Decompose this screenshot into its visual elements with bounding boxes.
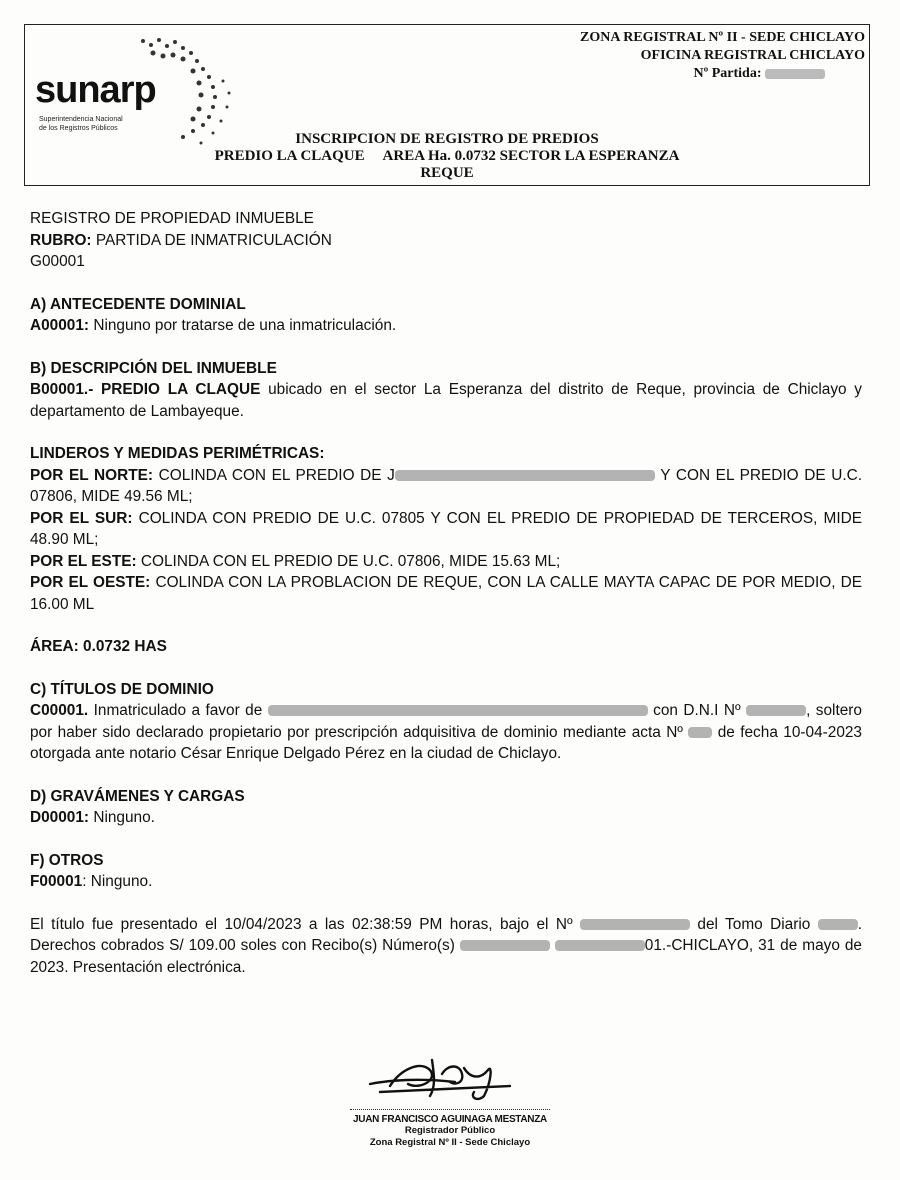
section-f-entry	[30, 871, 862, 893]
section-f-text: : Ninguno.	[82, 873, 153, 890]
este-label: POR EL ESTE:	[30, 552, 137, 570]
norte-text-a: COLINDA CON EL PREDIO DE J	[153, 466, 395, 484]
norte-text-b: Y CON EL PREDIO DE U.C. 07806, MIDE 49.56 ML;	[30, 466, 862, 505]
norte-label: POR EL NORTE:	[30, 466, 153, 484]
logo-subtitle-line1: Superintendencia Nacional	[39, 116, 123, 123]
document-body	[30, 208, 862, 978]
oeste-label: POR EL OESTE:	[30, 574, 151, 591]
redacted-receipt-number-2	[555, 940, 645, 951]
section-c-text-d: de fecha 10-04-2023 otorgada ante notario César Enrique Delgado Pérez en la ciudad de Chiclayo.	[30, 723, 862, 762]
footer-text-c: . Derechos cobrados S/ 109.00 soles con Recibo(s) Número(s)	[30, 915, 862, 954]
document-title	[25, 131, 869, 182]
section-a-title: A) ANTECEDENTE DOMINIAL	[30, 295, 246, 313]
section-d-entry	[30, 807, 862, 829]
rubro-label: RUBRO:	[30, 231, 92, 249]
section-a-entry	[30, 315, 862, 337]
section-c-title: C) TÍTULOS DE DOMINIO	[30, 680, 214, 698]
handwritten-signature-icon	[360, 1040, 540, 1104]
lindero-sur	[30, 508, 862, 551]
section-d-text: Ninguno.	[89, 809, 155, 826]
signature-block	[330, 1040, 570, 1180]
section-f-code: F00001	[30, 873, 83, 890]
footer-text-a: El título fue presentado el 10/04/2023 a las 02:38:59 PM horas, bajo el Nº	[30, 915, 580, 933]
registrar-name: JUAN FRANCISCO AGUINAGA MESTANZA	[353, 1114, 547, 1125]
logo-wordmark: sunarp	[35, 69, 156, 111]
title-line-2: PREDIO LA CLAQUE AREA Ha. 0.0732 SECTOR LA ESPERANZA	[214, 148, 680, 164]
registry-office-block	[580, 29, 865, 83]
redacted-tomo-number	[818, 919, 858, 930]
section-b-entry	[30, 379, 862, 422]
rubro-value: PARTIDA DE INMATRICULACIÓN	[91, 231, 332, 249]
logo-subtitle-line2: de los Registros Públicos	[39, 125, 118, 132]
registry-type: REGISTRO DE PROPIEDAD INMUEBLE	[30, 210, 314, 227]
redacted-acta-number	[688, 727, 712, 738]
redacted-partida	[765, 69, 825, 79]
rubro	[30, 230, 862, 252]
redacted-dni	[746, 705, 806, 716]
signature-line	[350, 1109, 550, 1110]
section-b-text: ubicado en el sector La Esperanza del distrito de Reque, provincia de Chiclayo y departamento de Lambayeque.	[30, 381, 863, 420]
sur-text: COLINDA CON PREDIO DE U.C. 07805 Y CON EL PREDIO DE PROPIEDAD DE TERCEROS, MIDE 48.90 ML;	[30, 509, 862, 548]
section-c-entry	[30, 700, 862, 765]
redacted-neighbor-name	[395, 470, 655, 481]
area-value: ÁREA: 0.0732 HAS	[30, 638, 167, 655]
rubro-code: G00001	[30, 253, 85, 270]
partida-label: Nº Partida:	[693, 66, 762, 81]
section-f-title: F) OTROS	[30, 851, 104, 869]
registrar-role: Registrador Público	[404, 1125, 496, 1136]
section-d-code: D00001:	[30, 809, 90, 826]
linderos-title: LINDEROS Y MEDIDAS PERIMÉTRICAS:	[30, 445, 325, 462]
title-line-1: INSCRIPCION DE REGISTRO DE PREDIOS	[295, 131, 599, 147]
section-b-code: B00001.- PREDIO LA CLAQUE	[30, 381, 261, 398]
oficina-registral: OFICINA REGISTRAL CHICLAYO	[640, 48, 865, 63]
lindero-este	[30, 551, 862, 573]
este-text: COLINDA CON EL PREDIO DE U.C. 07806, MIDE 15.63 ML;	[136, 552, 561, 570]
partida-number	[580, 65, 825, 83]
redacted-owner-name	[268, 705, 648, 716]
section-a-code: A00001:	[30, 317, 90, 334]
redacted-receipt-number	[460, 940, 550, 951]
presentation-footer	[30, 914, 862, 979]
section-c-text-a: Inmatriculado a favor de	[88, 702, 268, 719]
section-a-text: Ninguno por tratarse de una inmatriculación.	[89, 317, 397, 334]
section-c-text-c: , soltero por haber sido declarado propietario por prescripción adquisitiva de dominio mediante acta Nº	[30, 702, 862, 741]
document-header	[24, 24, 870, 186]
redacted-title-number	[580, 919, 690, 930]
section-d-title: D) GRAVÁMENES Y CARGAS	[30, 787, 245, 805]
sur-label: POR EL SUR:	[30, 509, 133, 527]
section-b-title: B) DESCRIPCIÓN DEL INMUEBLE	[30, 359, 277, 377]
oeste-text: COLINDA CON LA PROBLACION DE REQUE, CON LA CALLE MAYTA CAPAC DE POR MEDIO, DE 16.00 ML	[30, 574, 862, 613]
footer-text-d: 01.-CHICLAYO, 31 de mayo de 2023. Presentación electrónica.	[30, 937, 862, 976]
lindero-oeste	[30, 572, 862, 615]
lindero-norte	[30, 465, 862, 508]
registrar-zone: Zona Registral Nº II - Sede Chiclayo	[369, 1137, 531, 1148]
title-line-3: REQUE	[420, 165, 474, 181]
zona-registral: ZONA REGISTRAL Nº II - SEDE CHICLAYO	[580, 30, 865, 45]
footer-text-b: del Tomo Diario	[689, 915, 818, 933]
section-c-text-b: con D.N.I Nº	[647, 702, 747, 719]
section-c-code: C00001.	[30, 702, 89, 719]
